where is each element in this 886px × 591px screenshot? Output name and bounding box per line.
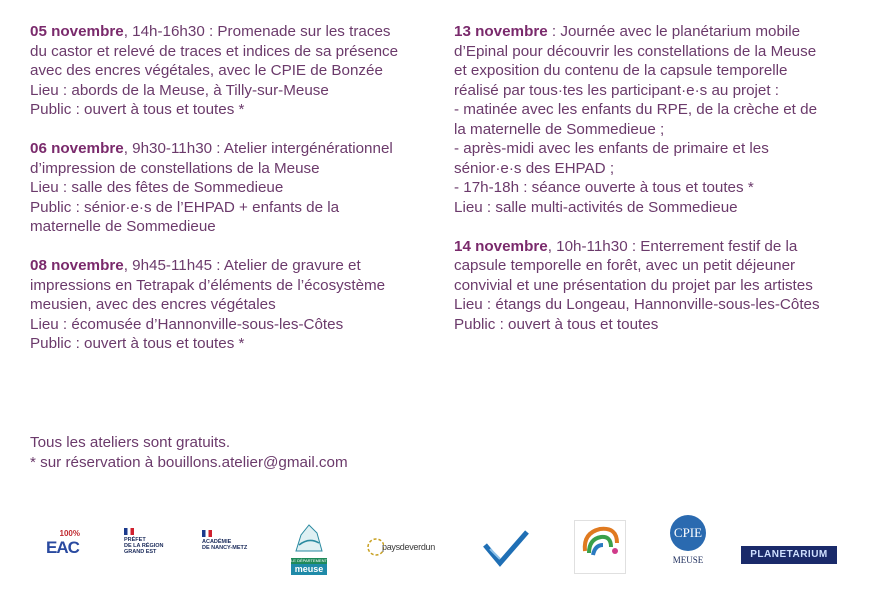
event-text: du castor et relevé de traces et indices de sa présence xyxy=(30,42,399,60)
event-location: Lieu : salle multi-activités de Sommedieue xyxy=(454,198,738,216)
marianne-flag-icon xyxy=(202,530,212,537)
event-text: d’impression de constellations de la Meuse xyxy=(30,159,320,177)
academie-logo: ACADÉMIE DE NANCY-METZ xyxy=(202,530,262,570)
free-note: Tous les ateliers sont gratuits. xyxy=(30,434,231,451)
event-text: - après-midi avec les enfants de primaire et les xyxy=(454,140,769,157)
event-05-novembre xyxy=(30,22,440,120)
event-text: réalisé par tous·tes les participant·e·s au projet : xyxy=(454,81,779,99)
event-text: la maternelle de Sommedieue ; xyxy=(454,120,665,138)
event-text: capsule temporelle en forêt, avec un petit déjeuner xyxy=(454,257,796,274)
event-text: , 9h30-11h30 : Atelier intergénérationnel xyxy=(123,140,393,157)
event-text: et exposition du contenu de la capsule temporelle xyxy=(454,62,788,79)
event-location: Lieu : étangs du Longeau, Hannonville-sous-les-Côtes xyxy=(454,296,820,313)
right-column xyxy=(454,22,864,354)
event-text: d’Epinal pour découvrir les constellations de la Meuse xyxy=(454,42,817,60)
event-public: maternelle de Sommedieue xyxy=(30,218,216,235)
community-logo xyxy=(574,520,626,574)
event-location: Lieu : écomusée d’Hannonville-sous-les-Côtes xyxy=(30,315,344,333)
event-public: Public : ouvert à tous et toutes * xyxy=(30,335,245,352)
eac-logo: 100% EAC xyxy=(46,529,80,557)
event-public: Public : sénior·e·s de l’EHPAD + enfants de la xyxy=(30,198,340,216)
event-text: impressions en Tetrapak d’éléments de l’écosystème xyxy=(30,276,386,294)
event-text: meusien, avec des encres végétales xyxy=(30,296,276,313)
event-date: 08 novembre xyxy=(30,257,124,274)
event-location: Lieu : salle des fêtes de Sommedieue xyxy=(30,179,284,196)
event-text: - 17h-18h : séance ouverte à tous et toutes * xyxy=(454,179,754,196)
left-column xyxy=(30,22,440,373)
reservation-note: * sur réservation à bouillons.atelier@gmail.com xyxy=(30,453,348,471)
event-text: avec des encres végétales, avec le CPIE de Bonzée xyxy=(30,62,383,79)
event-location: Lieu : abords de la Meuse, à Tilly-sur-Meuse xyxy=(30,81,329,99)
footer-notes xyxy=(30,433,348,472)
event-text: : Journée avec le planétarium mobile xyxy=(547,23,801,40)
colorful-swirl-icon xyxy=(575,521,625,565)
event-date: 13 novembre xyxy=(454,23,548,40)
event-text: , 9h45-11h45 : Atelier de gravure et xyxy=(123,257,361,274)
event-date: 14 novembre xyxy=(454,237,548,255)
meuse-map-icon xyxy=(291,523,327,553)
event-text: convivial et une présentation du projet par les artistes xyxy=(454,276,813,294)
event-06-novembre xyxy=(30,139,440,237)
event-date: 05 novembre xyxy=(30,23,124,40)
event-text: , 14h-16h30 : Promenade sur les traces xyxy=(123,23,391,40)
marianne-flag-icon xyxy=(124,528,134,535)
planetarium-logo: PLANETARIUM xyxy=(741,546,837,564)
prefet-logo: PRÉFET DE LA RÉGION GRAND EST xyxy=(124,528,184,568)
event-text: , 10h-11h30 : Enterrement festif de la xyxy=(547,237,798,255)
meuse-department-logo: LE DÉPARTEMENT meuse xyxy=(291,523,327,571)
cpie-meuse-logo: CPIE MEUSE xyxy=(666,515,710,573)
checkmark-logo xyxy=(482,529,530,569)
checkmark-icon xyxy=(482,529,530,569)
event-text: - matinée avec les enfants du RPE, de la crèche et de xyxy=(454,101,818,118)
event-public: Public : ouvert à tous et toutes xyxy=(454,315,659,333)
pays-de-verdun-logo: paysdeverdun xyxy=(366,535,446,563)
event-14-novembre xyxy=(454,237,864,335)
event-public: Public : ouvert à tous et toutes * xyxy=(30,101,245,118)
partner-logos xyxy=(0,515,886,575)
event-08-novembre xyxy=(30,256,440,354)
event-13-novembre xyxy=(454,22,864,217)
event-date: 06 novembre xyxy=(30,140,124,157)
event-text: sénior·e·s des EHPAD ; xyxy=(454,159,615,177)
